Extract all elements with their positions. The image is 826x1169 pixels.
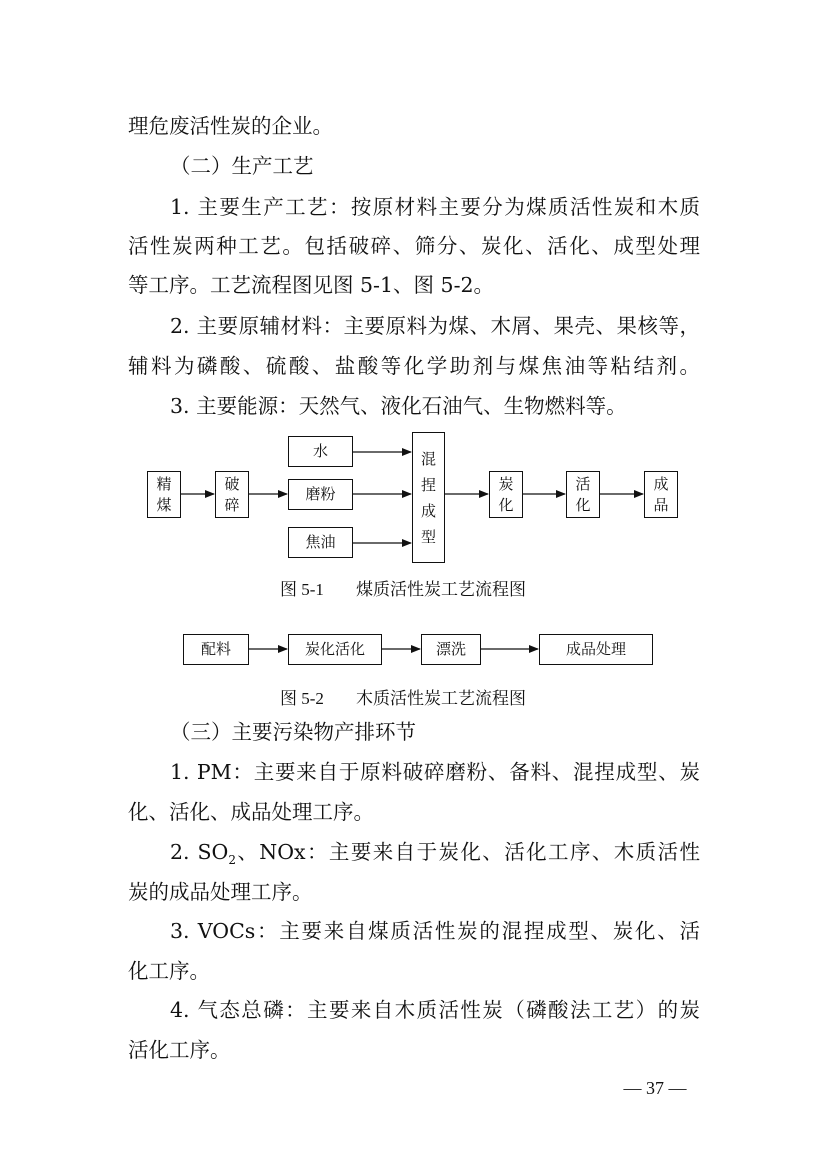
paragraph-line: 活性炭两种工艺。包括破碎、筛分、炭化、活化、成型处理 xyxy=(128,234,700,258)
section-heading: （二）生产工艺 xyxy=(170,154,314,178)
figure-caption: 木质活性炭工艺流程图 xyxy=(356,689,526,708)
box-peiliao: 配料 xyxy=(183,634,249,665)
paragraph-line: 1. PM：主要来自于原料破碎磨粉、备料、混捏成型、炭 xyxy=(170,760,700,784)
text-segment: 、NOx：主要来自于炭化、活化工序、木质活性 xyxy=(235,840,700,864)
figure-number: 图 5-2 xyxy=(280,689,324,708)
box-shui: 水 xyxy=(288,436,353,467)
paragraph-line: 理危废活性炭的企业。 xyxy=(128,114,333,138)
box-chengpin-chuli: 成品处理 xyxy=(539,634,653,665)
box-hunnie-chengxing: 混 捏 成 型 xyxy=(412,432,445,563)
box-huohua: 活 化 xyxy=(566,471,600,518)
box-jiaoyou: 焦油 xyxy=(288,527,353,558)
figure-number: 图 5-1 xyxy=(280,580,324,599)
paragraph-line: 等工序。工艺流程图见图 5-1、图 5-2。 xyxy=(128,273,495,297)
box-piaoxi: 漂洗 xyxy=(421,634,481,665)
box-jingmei: 精 煤 xyxy=(147,471,181,518)
box-tanhua: 炭 化 xyxy=(489,471,523,518)
box-chengpin: 成 品 xyxy=(644,471,678,518)
box-tanhua-huohua: 炭化活化 xyxy=(288,634,382,665)
paragraph-line: 4. 气态总磷：主要来自木质活性炭（磷酸法工艺）的炭 xyxy=(170,998,700,1022)
box-posui: 破 碎 xyxy=(215,471,249,518)
text-segment: 2. SO xyxy=(170,840,229,864)
paragraph-line: 辅料为磷酸、硫酸、盐酸等化学助剂与煤焦油等粘结剂。 xyxy=(128,354,700,378)
page-number: — 37 — xyxy=(623,1078,687,1098)
paragraph-line: 2. 主要原辅材料：主要原料为煤、木屑、果壳、果核等， xyxy=(170,314,700,338)
section-heading: （三）主要污染物产排环节 xyxy=(170,720,416,744)
paragraph-line: 化工序。 xyxy=(128,959,210,983)
paragraph-line: 炭的成品处理工序。 xyxy=(128,880,313,904)
paragraph-line: 3. 主要能源：天然气、液化石油气、生物燃料等。 xyxy=(170,394,627,418)
paragraph-line xyxy=(170,840,700,872)
paragraph-line: 3. VOCs：主要来自煤质活性炭的混捏成型、炭化、活 xyxy=(170,919,700,943)
figure-caption: 煤质活性炭工艺流程图 xyxy=(356,580,526,599)
paragraph-line: 活化工序。 xyxy=(128,1038,231,1062)
subscript: 2 xyxy=(228,853,236,868)
paragraph-line: 化、活化、成品处理工序。 xyxy=(128,800,374,824)
box-mofen: 磨粉 xyxy=(288,479,353,510)
paragraph-line: 1. 主要生产工艺：按原材料主要分为煤质活性炭和木质 xyxy=(170,195,700,219)
